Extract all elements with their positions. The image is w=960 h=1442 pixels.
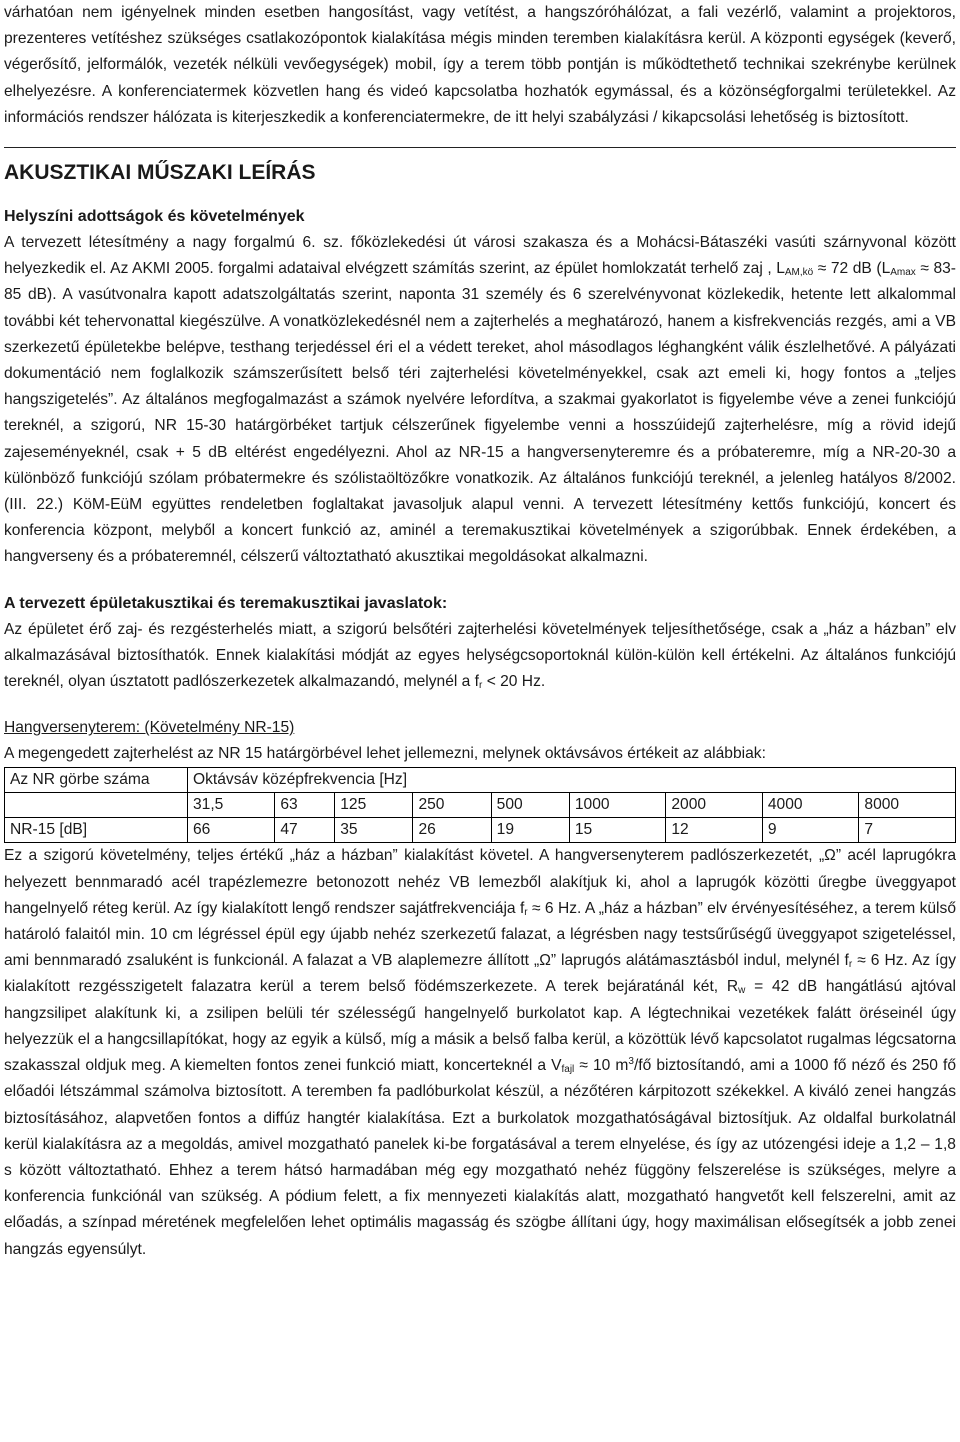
table-row xyxy=(5,768,956,793)
site-conditions-paragraph xyxy=(4,230,956,571)
value-cell: 19 xyxy=(491,818,569,843)
value-cell: 7 xyxy=(859,818,956,843)
subscript: fajl xyxy=(561,1064,575,1076)
freq-cell: 1000 xyxy=(569,793,666,818)
superscript: 3 xyxy=(628,1056,634,1068)
freq-cell: 500 xyxy=(491,793,569,818)
section-divider xyxy=(4,147,956,148)
nr-lead-text: A megengedett zajterhelést az NR 15 határgörbével lehet jellemezni, melynek oktávsávos értékeit az alábbiak: xyxy=(4,745,766,763)
text-run: ≈ 72 dB (L xyxy=(813,260,891,278)
text-run: = 42 dB hangátlású ajtóval hangzsilipet alakítunk ki, a zsilipen belüli tér szélességű hangelnyelő burkolatot kap. A légtechnikai vezetékek falátt öréseinél úgy helyezzük el a hangcsillapítókat, hogy az egyik a külső, míg a másik a belső falba kerül, a közöttük lévő kapcsolatot rugalmas légcsatorna szakasszal oldjuk meg. A kiemelten fontos zenei funkció miatt, koncerteknél a V xyxy=(4,978,956,1075)
subscript: r xyxy=(524,906,528,918)
text-run: Az épületet érő zaj- és rezgésterhelés miatt, a szigorú belsőtéri zajterhelési követelmények teljesíthetősége, csak a „ház a házban” elv alkalmazásával biztosíthatók. Ennek kialakítási módját az egyes helységcsoportoknál külön-külön kell értékelni. Az általános funkciójú tereknél, olyan úsztatott padlószerkezetek alkalmazandó, melynél a f xyxy=(4,620,956,691)
text-run: < 20 Hz. xyxy=(482,673,546,691)
freq-cell: 125 xyxy=(335,793,413,818)
section-title: AKUSZTIKAI MŰSZAKI LEÍRÁS xyxy=(4,161,316,185)
nr-curve-table xyxy=(4,767,956,843)
intro-paragraph: várhatóan nem igényelnek minden esetben hangosítást, vagy vetítést, a hangszóróhálózat, a fali vezérlő, valamint a projektoros, prezenteres vetítéshez szükséges csatlakozópontok kialakítása mégis minden teremben kialakításra kerül. A központi egységek (keverő, végerősítő, jelformálók, vezeték nélküli vevőegységek) mobil, így a terem több pontján is működtethető technikai szekrénybe kerülnek elhelyezésre. A konferenciatermek közvetlen hang és videó kapcsolatba hozhatók egymással, és a közönségforgalmi területekkel. Az információs rendszer hálózata is kiterjeszkedik a konferenciatermekre, de itt helyi szabályzási / kikapcsolási lehetőség is biztosított. xyxy=(4,4,956,126)
value-cell: 9 xyxy=(762,818,859,843)
concert-hall-paragraph xyxy=(4,843,956,1262)
text-run: ≈ 10 m xyxy=(574,1057,629,1075)
text-run: A tervezett létesítmény a nagy forgalmú 6. sz. főközlekedési út városi szakasza és a Mohácsi-Bátaszéki vasúti szárnyvonal között helyezkedik el. Az AKMI 2005. forgalmi adataival elvégzett számítás szerint, az épület homlokzatát terhelő zaj , L xyxy=(4,234,956,278)
text-run: Ez a szigorú követelmény, teljes értékű „ház a házban” kialakítást követel. A hangversenyterem padlószerkezetét, „Ω” acél laprugókra helyezett bennmaradó acél trapézlemezre betonozott nehéz VB lemezből alakítjuk ki, ahol a laprugók közötti űregbe üveggyapot hangelnyelő réteg kerül. Az így kialakított lengő rendszer sajátfrekvenciája f xyxy=(4,847,956,917)
value-cell: 26 xyxy=(413,818,491,843)
table-row xyxy=(5,818,956,843)
freq-cell: 63 xyxy=(275,793,335,818)
row-label-cell: NR-15 [dB] xyxy=(5,818,188,843)
site-conditions-heading: Helyszíni adottságok és követelmények xyxy=(4,208,305,226)
text-run: ≈ 83-85 dB). A vasútvonalra kapott adatszolgáltatás szerint, naponta 31 személy és 6 szerelvényvonat közlekedik, hetente lett alkalommal további két tehervonattal kiegészülve. A vonatközlekedésnél nem a zajterhelés a meghatározó, hanem a kisfrekvenciás rezgés, ami a VB szerkezetű épületekbe belépve, testhang terjedéssel éri el a védett tereket, ahol másodlagos léghangként válik észlelhetővé. A pályázati dokumentáció nem foglalkozik számszerűsített belső téri zajterhelési követelményekkel, csak azt emeli ki, hogy fontos a „teljes hangszigetelés”. Az általános megfogalmazást a számok nyelvére lefordítva, a szakmai gyakorlatot is figyelembe véve a zenei funkciójú tereknél, a szigorú, NR 15-30 határgörbéket tartjuk célszerűnek figyelembe venni a hosszúidejű zajterhelésre, míg a rövid idejű zajeseményeknél, csak + 5 dB eltérést engedélyezni. Ahol az NR-15 a hangversenyteremre és a próbateremre, míg a NR-20-30 a különböző funkciójú szólam próbatermekre és szólistaöltözőkre vonatkozik. Az általános funkciójú tereknél, a jelenleg hatályos 8/2002. (III. 22.) KöM-EüM együttes rendeletben foglaltakat javasoljuk alapul venni. A tervezett létesítmény kettős funkciójú, koncert és konferencia központ, melyből a koncert funkció az, aminél a teremakusztikai követelmények a szigorúbbak. Ennek érdekében, a hangverseny és a próbateremnél, célszerű változtatható akusztikai megoldásokat alkalmazni. xyxy=(4,260,956,566)
text-run: ≈ 6 Hz. A „ház a házban” elv érvényesítéséhez, a terem külső határoló falaitól min. 10 cm légréssel épül egy újabb nehéz szerkezetű falazat, a légrésben nagy testsűrűségű üveggyapot szigeteléssel, ami bennmaradó zsaluként is funkcionál. A falazat a VB alaplemezre állított „Ω” laprugós alátámasztásból indul, melynél f xyxy=(4,899,956,970)
subscript: Amax xyxy=(890,267,916,279)
text-run: /fő biztosítandó, ami a 1000 fő néző és 250 fő előadói létszámmal számolva biztosított. A teremben fa padlóburkolat készül, a nézőtéren kárpitozott székekkel. A kiváló zenei hangzás biztosításához, alapvetően fontos a diffúz hangtér kialakítása. Ezt a burkolatok mozgathatóságával biztosítjuk. Az oldalfal burkolatnál kerül kialakításra az a megoldás, amivel mozgatható panelek ki-be forgatásával a terem elnyelése, és így az utózengési ideje a 1,2 – 1,8 s között változtatható. Ehhez a terem hátsó harmadában még egy mozgatható nehéz függöny felszerelése is szükséges, melyre a konferencia funkciónál van szükség. A pódium felett, a fix mennyezeti kialakítás alatt, mozgatható hangvetőt kell felszerelni, amit az előadás, a színpad méretének megfelelően lehet optimális magasság és szögbe állítani úgy, hogy maximálisan elősegítsék a jobb zenei hangzás egyensúlyt. xyxy=(4,1057,957,1258)
subscript: AM,kö xyxy=(784,267,814,279)
subscript: r xyxy=(848,959,853,971)
table-header-cell: Oktávsáv középfrekvencia [Hz] xyxy=(188,768,956,793)
concert-hall-heading: Hangversenyterem: (Követelmény NR-15) xyxy=(4,719,295,737)
freq-cell: 4000 xyxy=(762,793,859,818)
subscript: w xyxy=(738,985,746,997)
value-cell: 15 xyxy=(569,818,666,843)
proposals-paragraph xyxy=(4,617,956,696)
value-cell: 47 xyxy=(275,818,335,843)
value-cell: 12 xyxy=(666,818,763,843)
freq-cell: 2000 xyxy=(666,793,763,818)
document-page xyxy=(4,0,956,1263)
subscript: r xyxy=(479,680,483,692)
text-run: ≈ 6 Hz. Az így kialakított rezgésszigetelt falazatra kerül a terem belső födémszerkezete. A terek bejáratánál két, R xyxy=(4,952,956,996)
freq-cell: 31,5 xyxy=(188,793,275,818)
value-cell: 66 xyxy=(188,818,275,843)
table-cell xyxy=(5,793,188,818)
proposals-heading: A tervezett épületakusztikai és teremakusztikai javaslatok: xyxy=(4,594,448,612)
table-header-cell: Az NR görbe száma xyxy=(5,768,188,793)
table-row xyxy=(5,793,956,818)
freq-cell: 8000 xyxy=(859,793,956,818)
freq-cell: 250 xyxy=(413,793,491,818)
value-cell: 35 xyxy=(335,818,413,843)
